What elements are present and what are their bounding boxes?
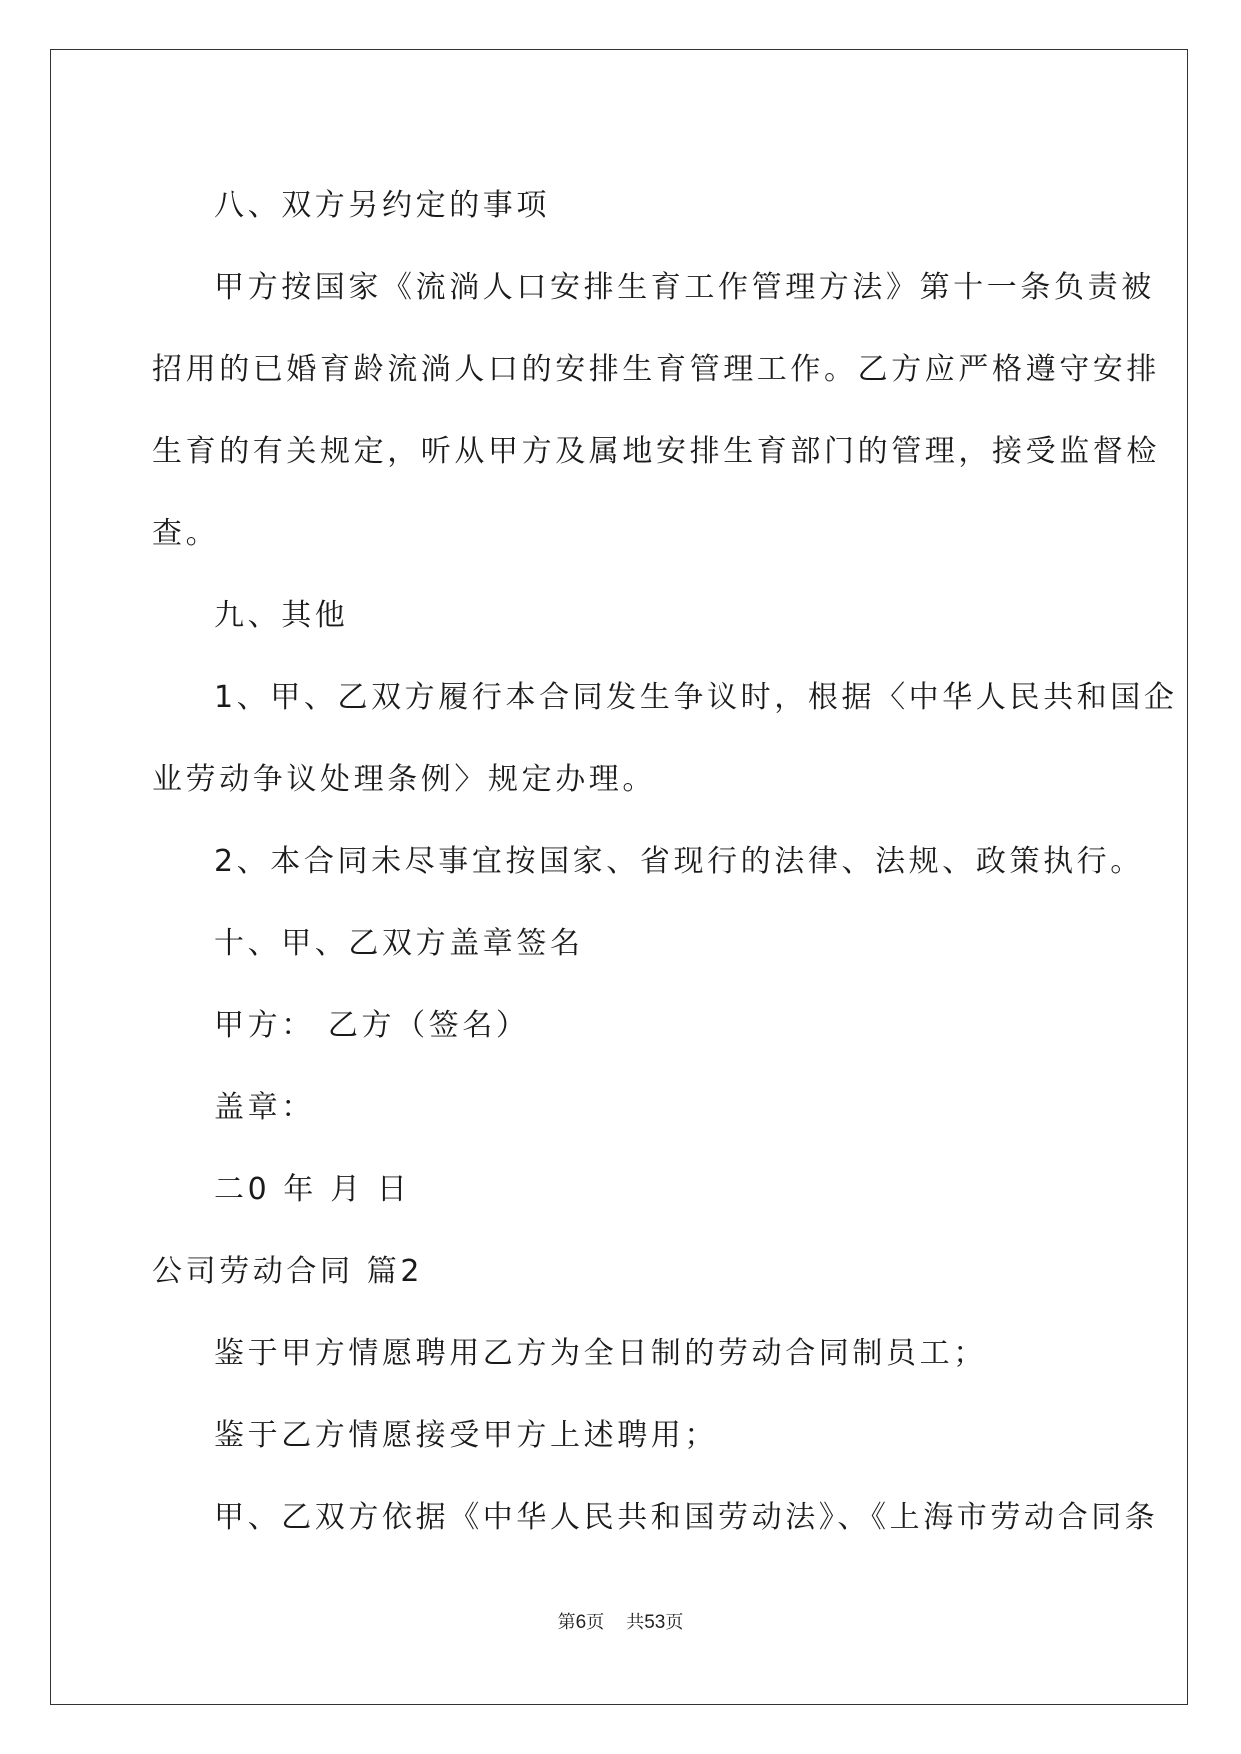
total-suffix: 页 xyxy=(665,1612,684,1633)
page-footer xyxy=(0,1608,1241,1634)
signature-parties: 甲方： 乙方（签名） xyxy=(214,1008,530,1043)
contract-title: 公司劳动合同 篇2 xyxy=(152,1254,424,1289)
paragraph-line: 鉴于甲方情愿聘用乙方为全日制的劳动合同制员工； xyxy=(214,1336,987,1371)
page-prefix: 第 xyxy=(557,1612,576,1633)
section-heading-9: 九、其他 xyxy=(214,598,349,633)
page-number: 6 xyxy=(575,1612,587,1633)
document-body xyxy=(152,165,1178,1559)
paragraph-line: 2、本合同未尽事宜按国家、省现行的法律、法规、政策执行。 xyxy=(214,844,1144,879)
section-heading-8: 八、双方另约定的事项 xyxy=(214,188,550,223)
paragraph-line: 鉴于乙方情愿接受甲方上述聘用； xyxy=(214,1418,718,1453)
seal-label: 盖章： xyxy=(214,1090,315,1125)
paragraph-line: 甲、乙双方依据《中华人民共和国劳动法》、《上海市劳动合同条 xyxy=(214,1500,1159,1535)
paragraph-line: 查。 xyxy=(152,516,220,551)
paragraph-line: 生育的有关规定，听从甲方及属地安排生育部门的管理，接受监督检 xyxy=(152,434,1160,469)
paragraph-line: 招用的已婚育龄流淌人口的安排生育管理工作。乙方应严格遵守安排 xyxy=(152,352,1160,387)
total-prefix: 共 xyxy=(626,1612,645,1633)
section-heading-10: 十、甲、乙双方盖章签名 xyxy=(214,926,584,961)
paragraph-line: 业劳动争议处理条例〉规定办理。 xyxy=(152,762,656,797)
page-suffix: 页 xyxy=(586,1612,605,1633)
paragraph-line: 甲方按国家《流淌人口安排生育工作管理方法》第十一条负责被 xyxy=(214,270,1155,305)
paragraph-line: 1、甲、乙双方履行本合同发生争议时，根据〈中华人民共和国企 xyxy=(214,680,1178,715)
date-line: 二0 年 月 日 xyxy=(214,1172,411,1207)
total-pages: 53 xyxy=(644,1612,666,1633)
